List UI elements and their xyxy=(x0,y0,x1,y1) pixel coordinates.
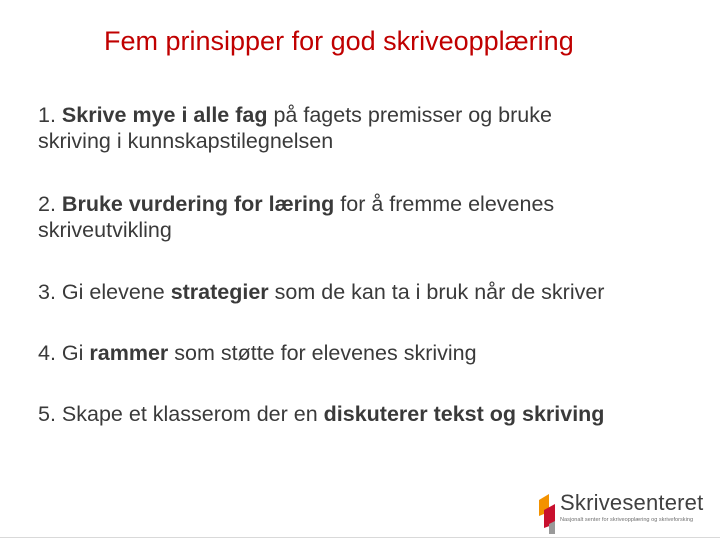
principle-item-4 xyxy=(38,340,477,366)
item-text-before: Gi elevene xyxy=(61,280,171,304)
logo-name: Skrivesenteret xyxy=(560,490,704,515)
item-number: 1. xyxy=(38,103,56,127)
item-bold-phrase: Skrive mye i alle fag xyxy=(61,103,268,127)
item-text-before: Skape et klasserom der en xyxy=(61,402,324,426)
item-number: 3. xyxy=(38,280,56,304)
item-bold-phrase: Bruke vurdering for læring xyxy=(61,192,335,216)
item-number: 2. xyxy=(38,192,56,216)
principle-item-2-line-1 xyxy=(38,191,554,217)
item-text-after: som de kan ta i bruk når de skriver xyxy=(268,280,605,304)
slide-title: Fem prinsipper for god skriveopplæring xyxy=(104,26,574,56)
item-text: for å fremme elevenes xyxy=(334,192,555,216)
principle-item-1-line-2: skriving i kunnskapstilegnelsen xyxy=(38,129,334,153)
skrivesenteret-logo-mark-icon xyxy=(536,490,558,534)
item-text-after: som støtte for elevenes skriving xyxy=(168,341,477,365)
principle-item-2 xyxy=(38,191,554,243)
item-bold-phrase: diskuterer tekst og skriving xyxy=(323,402,605,426)
principle-item-1-line-1 xyxy=(38,102,552,128)
item-text: på fagets premisser og bruke xyxy=(267,103,552,127)
item-bold-phrase: rammer xyxy=(89,341,169,365)
item-number: 5. xyxy=(38,402,56,426)
skrivesenteret-logo xyxy=(536,490,720,534)
item-text-before: Gi xyxy=(61,341,90,365)
bottom-divider xyxy=(0,537,720,538)
logo-tagline: Nasjonalt senter for skriveopplæring og skriveforsking xyxy=(560,517,694,523)
principle-item-5 xyxy=(38,401,604,427)
principle-item-3 xyxy=(38,279,604,305)
principle-item-2-line-2: skriveutvikling xyxy=(38,218,172,242)
principle-item-1 xyxy=(38,102,552,154)
item-number: 4. xyxy=(38,341,56,365)
item-bold-phrase: strategier xyxy=(170,280,269,304)
